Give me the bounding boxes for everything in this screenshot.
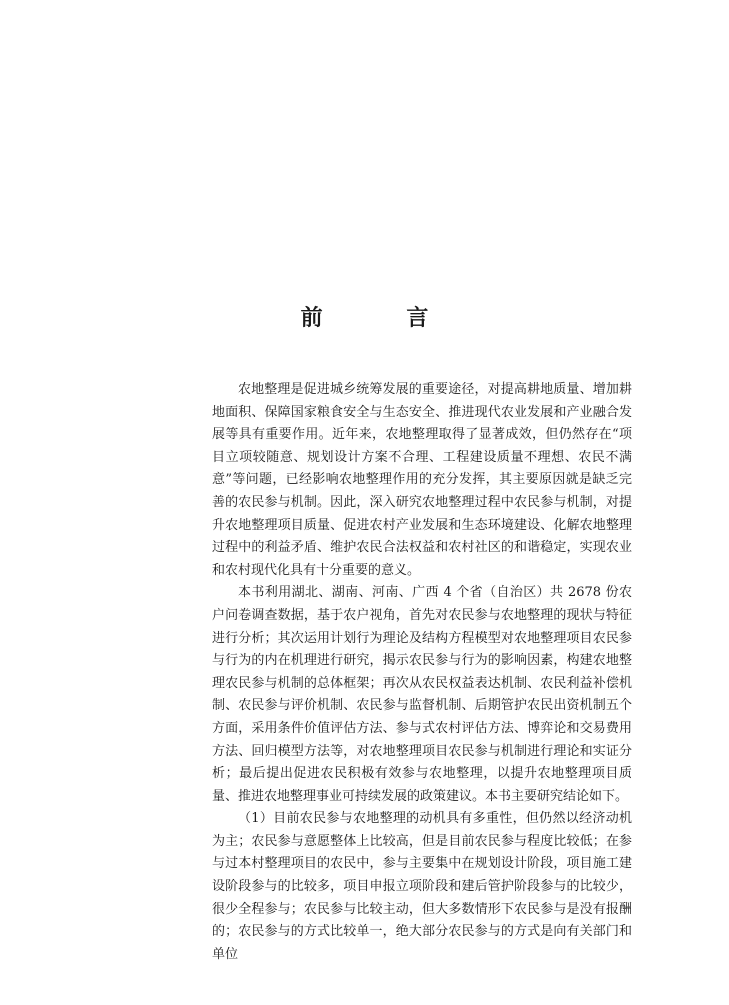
paragraph-1: 农地整理是促进城乡统筹发展的重要途径，对提高耕地质量、增加耕地面积、保障国家粮食安全与生态安全、推进现代农业发展和产业融合发展等具有重要作用。近年来，农地整理取得了显著成效，但仍然存在“项目立项较随意、规划设计方案不合理、工程建设质量不理想、农民不满意”等问题，已经影响农地整理作用的充分发挥，其主要原因就是缺乏完善的农民参与机制。因此，深入研究农地整理过程中农民参与机制，对提升农地整理项目质量、促进农村产业发展和生态环境建设、化解农地整理过程中的利益矛盾、维护农民合法权益和农村社区的和谐稳定，实现农业和农村现代化具有十分重要的意义。 [212,382,632,578]
paragraph-2: 本书利用湖北、湖南、河南、广西 4 个省（自治区）共 2678 份农户问卷调查数据，基于农户视角，首先对农民参与农地整理的现状与特征进行分析；其次运用计划行为理论及结构方程模型对农地整理项目农民参与行为的内在机理进行研究，揭示农民参与行为的影响因素，构建农地整理农民参与机制的总体框架；再次从农民权益表达机制、农民利益补偿机制、农民参与评价机制、农民参与监督机制、后期管护农民出资机制五个方面，采用条件价值评估方法、参与式农村评估方法、博弈论和交易费用方法、回归模型方法等，对农地整理项目农民参与机制进行理论和实证分析；最后提出促进农民积极有效参与农地整理，以提升农地整理项目质量、推进农地整理事业可持续发展的政策建议。本书主要研究结论如下。 [212,585,632,804]
page-title: 前 言 [300,305,467,331]
preface-body [212,379,632,966]
paragraph-3: （1）目前农民参与农地整理的动机具有多重性，但仍然以经济动机为主；农民参与意愿整体上比较高，但是目前农民参与程度比较低；在参与过本村整理项目的农民中，参与主要集中在规划设计阶段，项目施工建设阶段参与的比较多，项目申报立项阶段和建后管护阶段参与的比较少，很少全程参与；农民参与比较主动，但大多数情形下农民参与是没有报酬的；农民参与的方式比较单一，绝大部分农民参与的方式是向有关部门和单位 [212,811,632,962]
